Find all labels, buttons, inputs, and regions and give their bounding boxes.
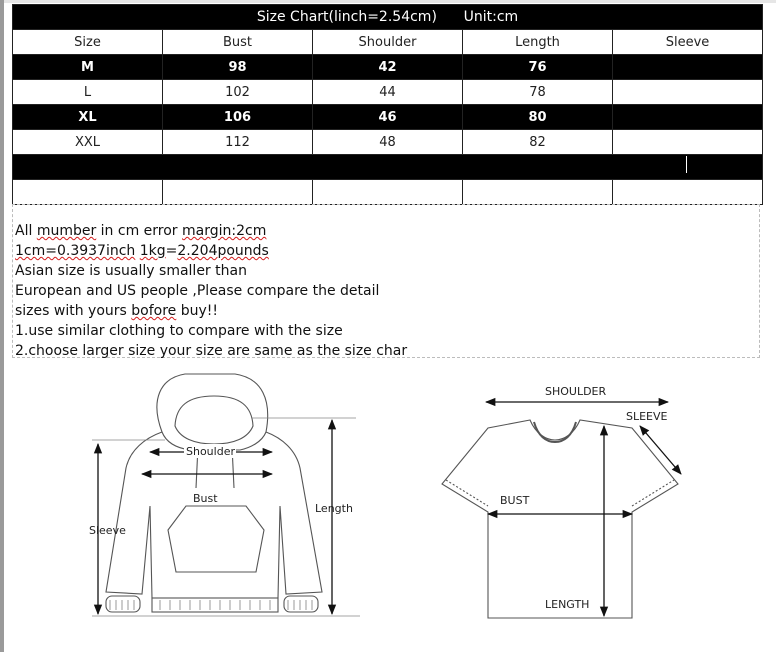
note-text: sizes with yours bbox=[15, 303, 132, 319]
table-empty-row bbox=[13, 180, 763, 205]
note-line bbox=[15, 221, 759, 241]
note-line: Asian size is usually smaller than bbox=[15, 263, 247, 279]
cell-bust: 112 bbox=[163, 130, 313, 155]
note-text: buy!! bbox=[176, 303, 219, 319]
cell-length: 80 bbox=[463, 105, 613, 130]
table-row bbox=[13, 105, 763, 130]
cell-size: M bbox=[13, 55, 163, 80]
cell-shoulder: 42 bbox=[313, 55, 463, 80]
table-title-row bbox=[13, 5, 763, 30]
note-text: = bbox=[165, 243, 178, 259]
measurement-diagrams bbox=[0, 360, 776, 652]
note-line bbox=[15, 301, 759, 321]
tshirt-shoulder-label: SHOULDER bbox=[545, 385, 607, 398]
note-text: mumber bbox=[36, 223, 97, 239]
hoodie-shoulder-label: Shoulder bbox=[186, 445, 235, 458]
empty-cell bbox=[463, 180, 613, 205]
tshirt-collar bbox=[534, 422, 576, 442]
table-title: Size Chart(linch=2.54cm) Unit:cm bbox=[13, 5, 763, 30]
top-frame-line bbox=[0, 0, 776, 3]
hoodie-right-cuff bbox=[284, 596, 318, 612]
tshirt-drawing bbox=[442, 420, 678, 618]
cell-bust: 106 bbox=[163, 105, 313, 130]
empty-cell bbox=[163, 180, 313, 205]
table-row bbox=[13, 130, 763, 155]
tshirt-right-sleeve-hem bbox=[632, 480, 674, 506]
cell-size: L bbox=[13, 80, 163, 105]
empty-cell bbox=[13, 180, 163, 205]
header-shoulder: Shoulder bbox=[313, 30, 463, 55]
empty-cell bbox=[313, 180, 463, 205]
cell-bust: 98 bbox=[163, 55, 313, 80]
cell-length: 78 bbox=[463, 80, 613, 105]
text-cursor bbox=[686, 156, 687, 173]
cell-shoulder: 46 bbox=[313, 105, 463, 130]
empty-cell bbox=[613, 180, 763, 205]
hoodie-hood-inner bbox=[175, 396, 253, 444]
tshirt-sleeve-arrow bbox=[640, 426, 681, 474]
header-size: Size bbox=[13, 30, 163, 55]
hoodie-hem bbox=[152, 598, 278, 612]
note-text: 1kg bbox=[139, 243, 166, 259]
tshirt-outline bbox=[442, 420, 678, 618]
cell-size: XXL bbox=[13, 130, 163, 155]
tshirt-sleeve-label: SLEEVE bbox=[626, 410, 668, 423]
note-text: 2.204pounds bbox=[177, 243, 269, 259]
hoodie-pocket bbox=[168, 506, 264, 572]
table-header-row bbox=[13, 30, 763, 55]
cell-size: XL bbox=[13, 105, 163, 130]
note-text: margin:2cm bbox=[182, 223, 267, 239]
note-line: 2.choose larger size your size are same as the size char bbox=[15, 343, 408, 359]
note-line: 1.use similar clothing to compare with the size bbox=[15, 323, 343, 339]
cell-length: 76 bbox=[463, 55, 613, 80]
cell-sleeve bbox=[613, 55, 763, 80]
note-line bbox=[15, 241, 759, 261]
tshirt-arrows bbox=[486, 402, 681, 616]
note-text: All bbox=[15, 223, 37, 239]
header-bust: Bust bbox=[163, 30, 313, 55]
table-blank-dark-row bbox=[13, 155, 763, 180]
hoodie-hood bbox=[157, 374, 268, 450]
header-length: Length bbox=[463, 30, 613, 55]
hoodie-length-label: Length bbox=[315, 502, 353, 515]
hoodie-left-cuff bbox=[106, 596, 140, 612]
cell-sleeve bbox=[613, 130, 763, 155]
note-text: in cm error bbox=[96, 223, 183, 239]
cell-length: 82 bbox=[463, 130, 613, 155]
tshirt-length-label: LENGTH bbox=[545, 598, 590, 611]
cell-shoulder: 44 bbox=[313, 80, 463, 105]
table-row bbox=[13, 55, 763, 80]
cell-sleeve bbox=[613, 80, 763, 105]
hoodie-sleeve-label: Sleeve bbox=[89, 524, 126, 537]
tshirt-left-sleeve-hem bbox=[446, 480, 488, 506]
hoodie-bust-label: Bust bbox=[193, 492, 218, 505]
blank-dark-cell bbox=[13, 155, 763, 180]
header-sleeve: Sleeve bbox=[613, 30, 763, 55]
note-text: 1cm=0.3937inch bbox=[15, 243, 136, 259]
size-chart-table bbox=[12, 4, 763, 205]
tshirt-bust-label: BUST bbox=[500, 494, 530, 507]
cell-bust: 102 bbox=[163, 80, 313, 105]
cell-sleeve bbox=[613, 105, 763, 130]
note-line: European and US people ,Please compare the detail bbox=[15, 283, 380, 299]
size-notes-box bbox=[12, 204, 760, 358]
table-row bbox=[13, 80, 763, 105]
note-text: bofore bbox=[131, 303, 177, 319]
cell-shoulder: 48 bbox=[313, 130, 463, 155]
